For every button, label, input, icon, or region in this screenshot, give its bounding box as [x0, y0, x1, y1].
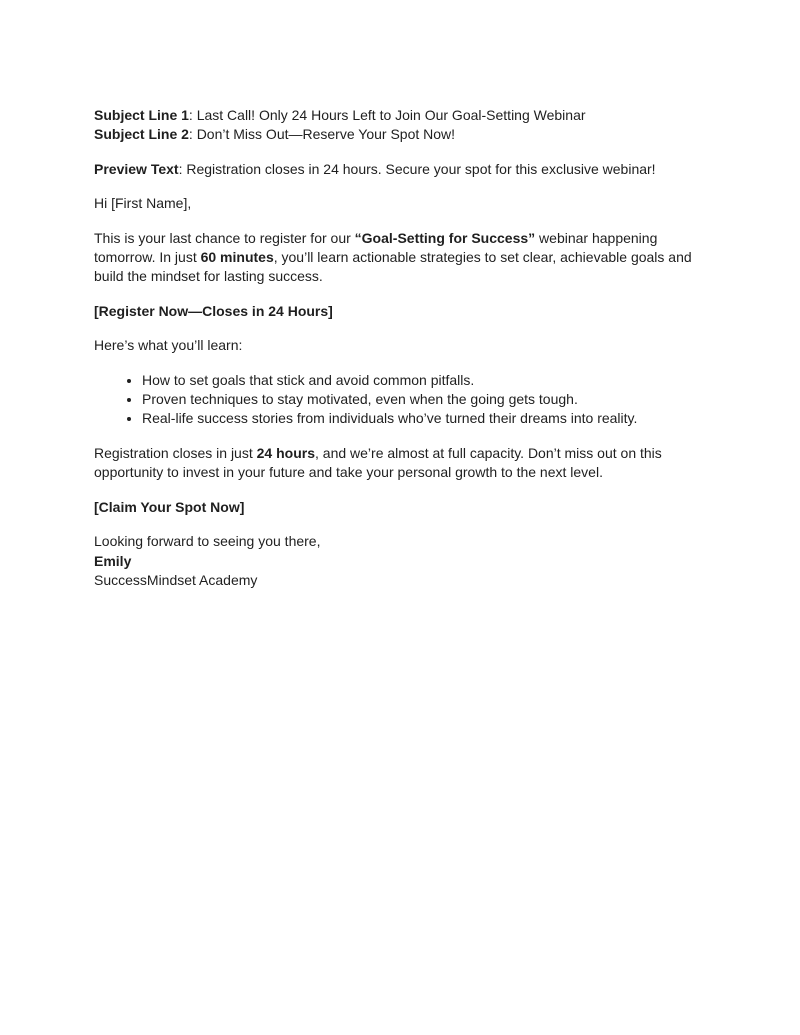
signoff-org: SuccessMindset Academy	[94, 571, 258, 588]
urgency-part2: , and we’re almost at full capacity. Don’t miss out on this opportunity to invest in your future and take your personal growth to the next level.	[94, 444, 662, 481]
list-item	[142, 409, 706, 428]
preview-text-label: Preview Text	[94, 160, 179, 177]
subject-line-2-label: Subject Line 2	[94, 126, 189, 143]
bullet-1-text: How to set goals that stick and avoid common pitfalls.	[142, 371, 475, 388]
subject-line-2	[94, 125, 706, 144]
greeting-line	[94, 194, 706, 213]
preview-text-line	[94, 160, 706, 179]
bullet-3-text: Real-life success stories from individuals who’ve turned their dreams into reality.	[142, 410, 638, 427]
register-cta-text: [Register Now—Closes in 24 Hours]	[94, 302, 333, 319]
intro-part1: This is your last chance to register for our	[94, 229, 355, 246]
learn-bullet-list	[94, 371, 706, 429]
learn-heading-text: Here’s what you’ll learn:	[94, 337, 243, 354]
subject-line-1-text: : Last Call! Only 24 Hours Left to Join Our Goal-Setting Webinar	[188, 107, 586, 123]
learn-heading-line	[94, 336, 706, 355]
intro-part2: webinar happening tomorrow. In just	[94, 229, 658, 266]
intro-part3: , you’ll learn actionable strategies to set clear, achievable goals and build the mindset for lasting success.	[94, 249, 692, 285]
subject-lines-block	[94, 106, 706, 145]
claim-cta-text: [Claim Your Spot Now]	[94, 498, 245, 515]
urgency-deadline: 24 hours	[256, 444, 315, 461]
urgency-paragraph	[94, 444, 706, 483]
greeting-text: Hi [First Name],	[94, 195, 192, 212]
intro-webinar-name: “Goal-Setting for Success”	[354, 229, 536, 246]
signoff-closing: Looking forward to seeing you there,	[94, 533, 321, 550]
signoff-block	[94, 532, 706, 590]
signoff-name: Emily	[94, 552, 132, 569]
preview-text-body: : Registration closes in 24 hours. Secure your spot for this exclusive webinar!	[178, 160, 656, 177]
bullet-2-text: Proven techniques to stay motivated, even when the going gets tough.	[142, 391, 578, 408]
subject-line-1	[94, 106, 706, 125]
claim-cta-line	[94, 498, 706, 517]
list-item	[142, 371, 706, 390]
intro-duration: 60 minutes	[200, 249, 274, 266]
intro-paragraph	[94, 229, 706, 287]
register-cta-line	[94, 302, 706, 321]
list-item	[142, 390, 706, 409]
urgency-part1: Registration closes in just	[94, 444, 257, 461]
subject-line-1-label: Subject Line 1	[94, 107, 189, 123]
subject-line-2-text: : Don’t Miss Out—Reserve Your Spot Now!	[188, 126, 456, 143]
